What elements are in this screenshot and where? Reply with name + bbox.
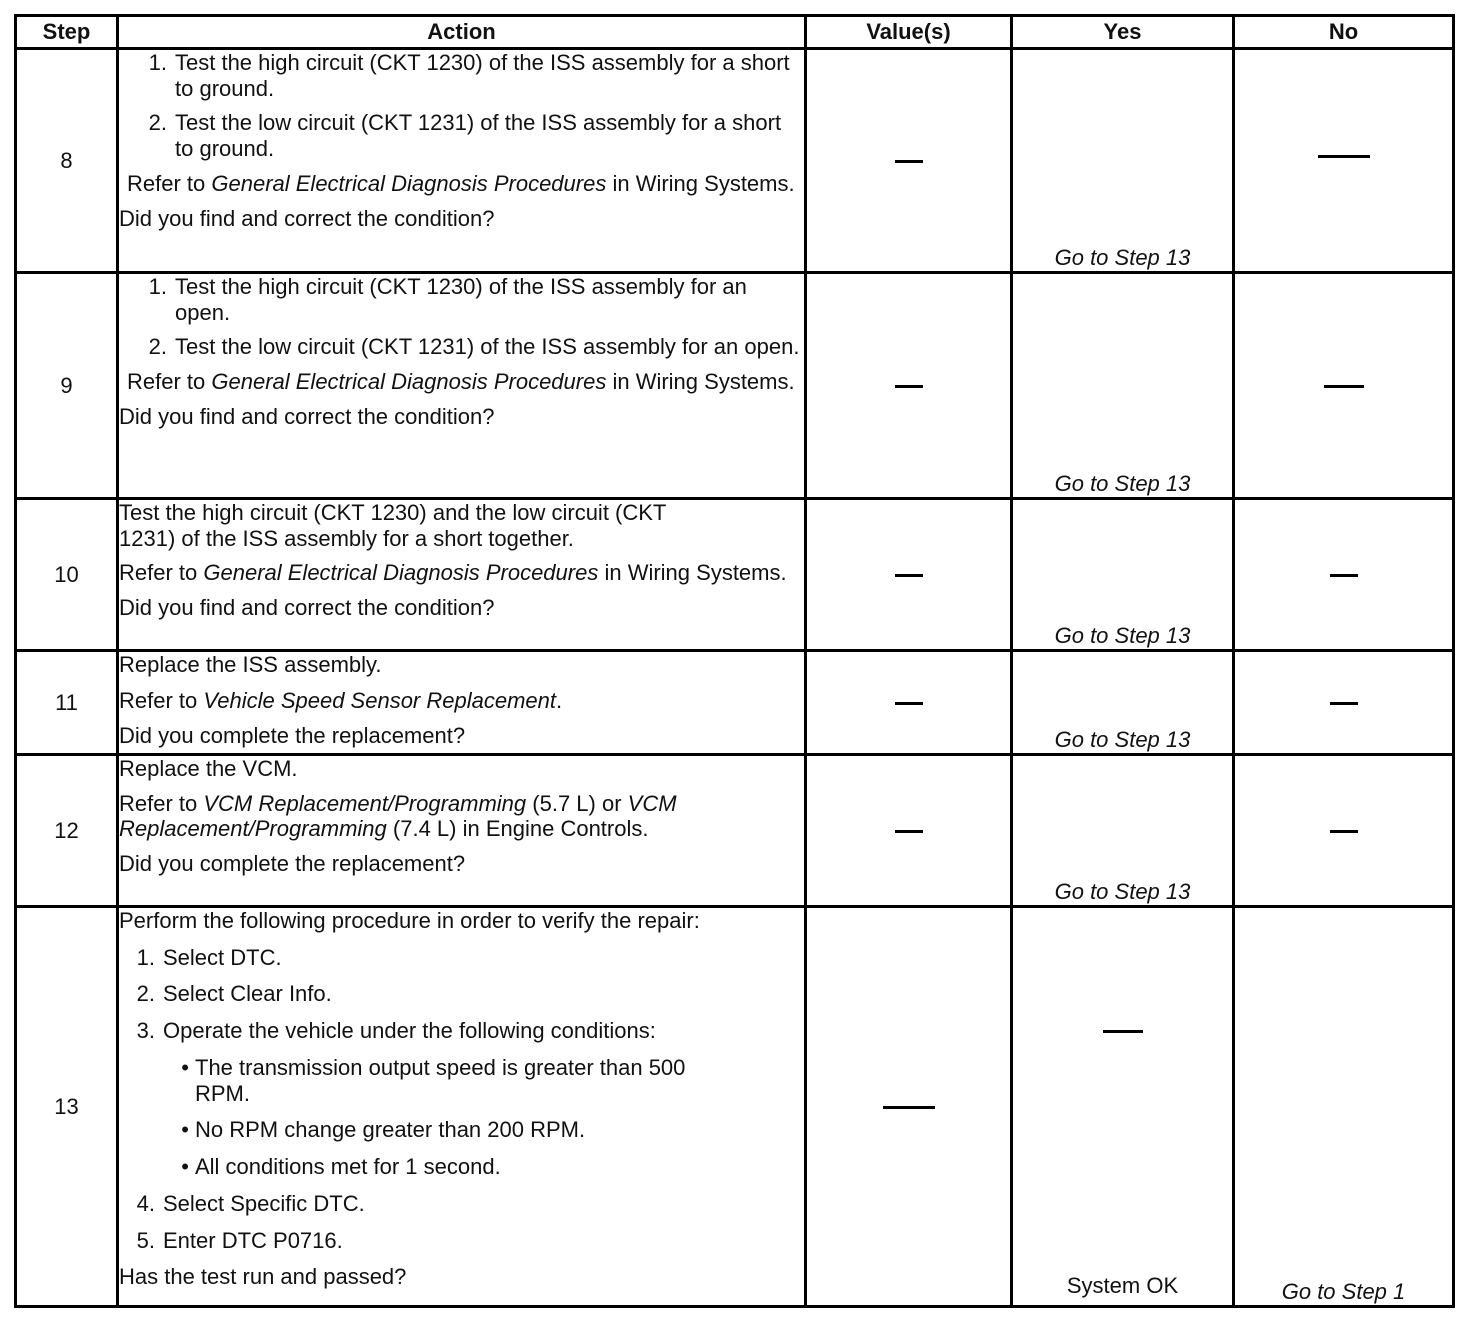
reference-link: General Electrical Diagnosis Procedures xyxy=(203,560,599,586)
step-number: 9 xyxy=(16,273,118,499)
no-result xyxy=(1234,273,1454,499)
dash-mark xyxy=(895,160,923,163)
diagnostic-table xyxy=(14,14,1455,1308)
reference-link: General Electrical Diagnosis Procedures xyxy=(211,170,607,196)
question-text: Did you find and correct the condition? xyxy=(119,403,495,429)
question-text: Did you complete the replacement? xyxy=(119,723,466,749)
dash-mark xyxy=(1324,385,1364,388)
list-item: 1. Select DTC. xyxy=(136,944,282,970)
header-no: No xyxy=(1234,16,1454,49)
refer-text: Refer to General Electrical Diagnosis Procedures in Wiring Systems. xyxy=(127,369,795,395)
header-yes: Yes xyxy=(1012,16,1234,49)
list-item: 2. Select Clear Info. xyxy=(136,981,332,1007)
header-action: Action xyxy=(118,16,806,49)
no-result xyxy=(1234,755,1454,907)
table-row-step-13 xyxy=(16,907,1454,1307)
dash-mark xyxy=(1318,155,1370,158)
list-item: 5. Enter DTC P0716. xyxy=(136,1227,343,1253)
action-cell xyxy=(118,499,806,651)
yes-result: Go to Step 13 xyxy=(1012,651,1234,755)
step-number: 12 xyxy=(16,755,118,907)
refer-text: Refer to General Electrical Diagnosis Procedures in Wiring Systems. xyxy=(127,170,795,196)
action-cell xyxy=(118,49,806,273)
yes-result: Go to Step 13 xyxy=(1012,49,1234,273)
yes-result: Go to Step 13 xyxy=(1012,273,1234,499)
list-item: • All conditions met for 1 second. xyxy=(181,1154,501,1180)
table-row-step-8 xyxy=(16,49,1454,273)
question-text: Did you complete the replacement? xyxy=(119,851,466,877)
value-cell xyxy=(806,499,1012,651)
list-item: 2. Test the low circuit (CKT 1231) of the ISS assembly for an open. xyxy=(148,334,800,360)
value-cell xyxy=(806,907,1012,1307)
yes-result: System OK xyxy=(1066,1273,1179,1299)
table-row-step-12 xyxy=(16,755,1454,907)
table-row-step-11 xyxy=(16,651,1454,755)
dash-mark xyxy=(1103,1030,1143,1033)
dash-mark xyxy=(895,385,923,388)
list-item: 1. Test the high circuit (CKT 1230) of the ISS assembly for a short to ground. xyxy=(148,50,790,101)
action-text: Perform the following procedure in order to verify the repair: xyxy=(119,908,700,933)
step-number: 13 xyxy=(16,907,118,1307)
list-item: 3. Operate the vehicle under the following conditions: xyxy=(136,1018,656,1044)
list-item: 1. Test the high circuit (CKT 1230) of the ISS assembly for an open. xyxy=(148,274,747,325)
table-row-step-9 xyxy=(16,273,1454,499)
action-text: Replace the VCM. xyxy=(119,756,298,781)
dash-mark xyxy=(1330,830,1358,833)
step-number: 10 xyxy=(16,499,118,651)
numbered-list xyxy=(119,274,804,360)
reference-link: VCM Replacement/Programming xyxy=(203,790,527,816)
value-cell xyxy=(806,273,1012,499)
numbered-list xyxy=(119,50,804,162)
list-item: • No RPM change greater than 200 RPM. xyxy=(181,1117,586,1143)
reference-link: General Electrical Diagnosis Procedures xyxy=(211,369,607,395)
action-cell xyxy=(118,907,806,1307)
header-step: Step xyxy=(16,16,118,49)
action-text: Replace the ISS assembly. xyxy=(119,652,382,677)
no-result: Go to Step 1 xyxy=(1234,907,1454,1307)
refer-text: Refer to General Electrical Diagnosis Procedures in Wiring Systems. xyxy=(119,560,787,586)
no-result xyxy=(1234,499,1454,651)
numbered-list xyxy=(119,945,804,1044)
numbered-list xyxy=(119,1191,804,1253)
header-row xyxy=(16,16,1454,49)
list-item: • The transmission output speed is greater than 500 RPM. xyxy=(181,1054,686,1106)
dash-mark xyxy=(895,702,923,705)
table-row-step-10 xyxy=(16,499,1454,651)
refer-text: Refer to VCM Replacement/Programming (5.7 L) or VCM Replacement/Programming (7.4 L) in Engine Controls. xyxy=(119,790,677,842)
yes-result-cell xyxy=(1012,907,1234,1307)
question-text: Did you find and correct the condition? xyxy=(119,595,495,621)
reference-link: VCM Replacement/Programming xyxy=(119,790,677,842)
dash-mark xyxy=(883,1106,935,1109)
question-text: Did you find and correct the condition? xyxy=(119,205,495,231)
action-text: Test the high circuit (CKT 1230) and the low circuit (CKT 1231) of the ISS assembly for a short together. xyxy=(119,500,666,551)
dash-mark xyxy=(1330,702,1358,705)
no-result xyxy=(1234,651,1454,755)
yes-result: Go to Step 13 xyxy=(1012,755,1234,907)
step-number: 8 xyxy=(16,49,118,273)
dash-mark xyxy=(1330,574,1358,577)
yes-result: Go to Step 13 xyxy=(1012,499,1234,651)
header-values: Value(s) xyxy=(806,16,1012,49)
list-item: 4. Select Specific DTC. xyxy=(136,1190,365,1216)
value-cell xyxy=(806,651,1012,755)
value-cell xyxy=(806,755,1012,907)
bullet-list xyxy=(119,1055,804,1180)
question-text: Has the test run and passed? xyxy=(119,1264,407,1290)
dash-mark xyxy=(895,830,923,833)
list-item: 2. Test the low circuit (CKT 1231) of the ISS assembly for a short to ground. xyxy=(148,110,782,162)
action-cell xyxy=(118,755,806,907)
dash-mark xyxy=(895,574,923,577)
action-cell xyxy=(118,651,806,755)
action-cell xyxy=(118,273,806,499)
step-number: 11 xyxy=(16,651,118,755)
refer-text: Refer to Vehicle Speed Sensor Replacement. xyxy=(119,687,563,713)
reference-link: Vehicle Speed Sensor Replacement xyxy=(203,687,556,713)
value-cell xyxy=(806,49,1012,273)
no-result xyxy=(1234,49,1454,273)
